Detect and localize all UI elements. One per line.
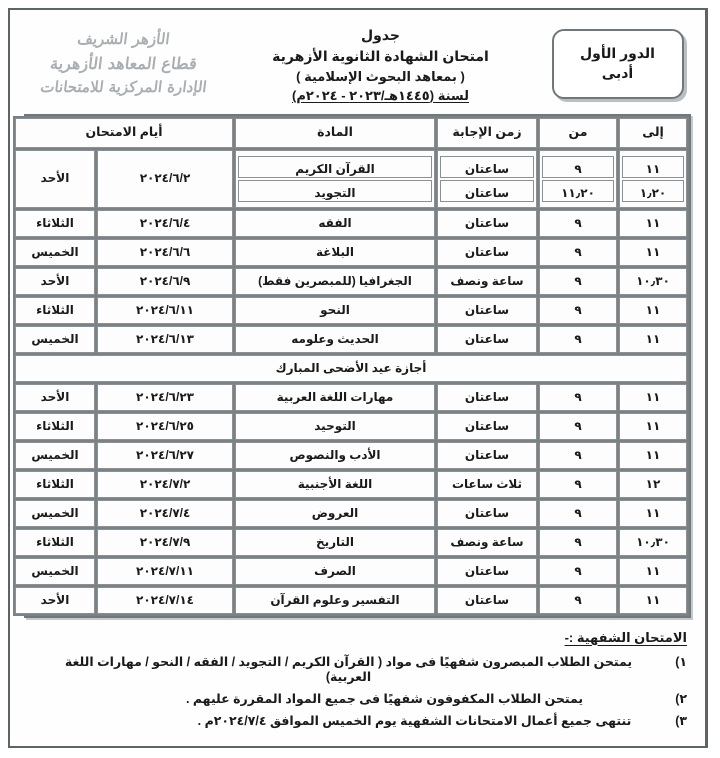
title-main: جدول: [360, 26, 401, 43]
table-row: [15, 558, 687, 585]
cell-exam-date: ٢٠٢٤/٦/٢٣: [97, 384, 233, 411]
cell-exam-date: ٢٠٢٤/٧/٢: [97, 471, 233, 498]
cell-duration: ساعتان: [437, 558, 537, 585]
cell-time-from: ٩: [539, 297, 617, 324]
cell-duration-part-1: ساعتان: [440, 156, 534, 178]
cell-duration: ساعتان: [437, 210, 537, 237]
cell-subject: الأدب والنصوص: [235, 442, 435, 469]
cell-duration: ساعتان: [437, 326, 537, 353]
cell-time-from: ٩: [539, 471, 617, 498]
cell-time-to: ١٠٫٣٠: [619, 268, 687, 295]
cell-exam-day: الأحد: [15, 268, 95, 295]
cell-duration: ساعتان: [437, 384, 537, 411]
cell-duration: ساعتان: [437, 442, 537, 469]
cell-duration-part-2: ساعتان: [440, 180, 534, 202]
letterhead-line-3: الإدارة المركزية للامتحانات: [39, 78, 208, 97]
cell-exam-day: الخميس: [15, 326, 95, 353]
cell-subject: [235, 150, 435, 208]
cell-duration: ساعة ونصف: [437, 268, 537, 295]
cell-duration: ساعة ونصف: [437, 529, 537, 556]
cell-time-to: ١١: [619, 297, 687, 324]
cell-time-from: ٩: [539, 529, 617, 556]
cell-subject: البلاغة: [235, 239, 435, 266]
cell-duration: ساعتان: [437, 297, 537, 324]
notes-title: الامتحان الشفهية :-: [564, 629, 687, 645]
cell-time-to-part-1: ١١: [622, 156, 684, 178]
table-row: [15, 239, 687, 266]
cell-exam-day: الثلاثاء: [15, 471, 95, 498]
cell-exam-day: الأحد: [15, 150, 95, 208]
cell-subject: الجغرافيا (للمبصرين فقط): [235, 268, 435, 295]
cell-subject: الصرف: [235, 558, 435, 585]
table-row: [15, 529, 687, 556]
note-text: يمتحن الطلاب المبصرون شفهيًا فى مواد ( القرآن الكريم / التجويد / الفقه / النحو / مهارات اللغة العربية): [64, 654, 633, 684]
column-header-from: من: [539, 118, 617, 148]
page-title: [231, 19, 530, 106]
table-row: [15, 413, 687, 440]
cell-exam-date: ٢٠٢٤/٦/٢٧: [97, 442, 233, 469]
title-institution: ( بمعاهد البحوث الإسلامية ): [296, 68, 465, 84]
cell-exam-date: ٢٠٢٤/٧/٩: [97, 529, 233, 556]
cell-holiday-label: أجازة عيد الأضحى المبارك: [15, 355, 687, 382]
oral-exam-notes: [28, 630, 687, 728]
cell-exam-day: الثلاثاء: [15, 413, 95, 440]
note-item: [28, 654, 687, 684]
cell-exam-day: الخميس: [15, 500, 95, 527]
cell-duration: [437, 150, 537, 208]
cell-time-to: ١٢: [619, 471, 687, 498]
cell-subject: التوحيد: [235, 413, 435, 440]
column-header-exam-days: أيام الامتحان: [15, 118, 233, 148]
cell-exam-date: ٢٠٢٤/٦/١٣: [97, 326, 233, 353]
cell-time-to: ١٠٫٣٠: [619, 529, 687, 556]
title-sub: امتحان الشهادة الثانوية الأزهرية: [272, 47, 489, 64]
cell-subject-part-1: القرآن الكريم: [238, 156, 432, 178]
cell-time-from: ٩: [539, 500, 617, 527]
round-badge-container: [530, 25, 705, 100]
cell-exam-day: الخميس: [15, 558, 95, 585]
cell-exam-date: ٢٠٢٤/٦/٦: [97, 239, 233, 266]
cell-subject: النحو: [235, 297, 435, 324]
cell-time-to: ١١: [619, 442, 687, 469]
cell-time-to: ١١: [619, 384, 687, 411]
table-row: [15, 210, 687, 237]
cell-exam-day: الأحد: [15, 384, 95, 411]
cell-subject: التفسير وعلوم القرآن: [235, 587, 435, 614]
cell-duration: ثلاث ساعات: [437, 471, 537, 498]
cell-time-from: ٩: [539, 210, 617, 237]
cell-duration: ساعتان: [437, 500, 537, 527]
cell-duration: ساعتان: [437, 413, 537, 440]
letterhead-line-2: قطاع المعاهد الأزهرية: [49, 53, 199, 73]
cell-time-to: ١١: [619, 413, 687, 440]
exam-round-badge: [552, 29, 684, 100]
cell-time-from: ٩: [539, 326, 617, 353]
cell-time-from: ٩: [539, 558, 617, 585]
note-number: ٢): [675, 691, 687, 706]
holiday-row: [15, 355, 687, 382]
cell-exam-date: ٢٠٢٤/٦/٢٥: [97, 413, 233, 440]
cell-time-from: ٩: [539, 384, 617, 411]
cell-time-to: ١١: [619, 239, 687, 266]
cell-exam-date: ٢٠٢٤/٦/٤: [97, 210, 233, 237]
cell-time-to: [619, 150, 687, 208]
table-row: [15, 297, 687, 324]
table-header-row: [15, 118, 687, 148]
cell-subject: مهارات اللغة العربية: [235, 384, 435, 411]
cell-exam-day: الثلاثاء: [15, 210, 95, 237]
document-page: [8, 8, 708, 748]
table-row: [15, 442, 687, 469]
cell-time-from: ٩: [539, 239, 617, 266]
letterhead-line-1: الأزهر الشريف: [76, 30, 171, 49]
cell-subject-part-2: التجويد: [238, 180, 432, 202]
document-header: [10, 10, 705, 114]
cell-time-to: ١١: [619, 326, 687, 353]
column-header-to: إلى: [619, 118, 687, 148]
table-body: [15, 150, 687, 614]
cell-time-from: ٩: [539, 413, 617, 440]
cell-subject: التاريخ: [235, 529, 435, 556]
cell-exam-day: الثلاثاء: [15, 297, 95, 324]
cell-subject: العروض: [235, 500, 435, 527]
table-row: [15, 500, 687, 527]
table-head: [15, 118, 687, 148]
badge-track-label: أدبى: [601, 65, 634, 81]
cell-exam-date: ٢٠٢٤/٧/٤: [97, 500, 233, 527]
table-row: [15, 384, 687, 411]
table-row: [15, 268, 687, 295]
cell-exam-day: الخميس: [15, 442, 95, 469]
cell-subject: اللغة الأجنبية: [235, 471, 435, 498]
cell-time-from-part-1: ٩: [542, 156, 614, 178]
column-header-subject: المادة: [235, 118, 435, 148]
cell-exam-date: ٢٠٢٤/٧/١١: [97, 558, 233, 585]
letterhead-calligraphy: [10, 24, 231, 99]
title-year: لسنة (١٤٤٥هـ/٢٠٢٣ - ٢٠٢٤م): [292, 88, 469, 103]
cell-duration: ساعتان: [437, 587, 537, 614]
cell-time-to-part-2: ١٫٢٠: [622, 180, 684, 202]
cell-time-from: [539, 150, 617, 208]
cell-exam-date: ٢٠٢٤/٦/٢: [97, 150, 233, 208]
note-number: ١): [675, 654, 687, 669]
cell-exam-date: ٢٠٢٤/٧/١٤: [97, 587, 233, 614]
note-item: [28, 713, 687, 728]
cell-exam-day: الخميس: [15, 239, 95, 266]
note-number: ٣): [675, 713, 687, 728]
table-row: [15, 587, 687, 614]
cell-time-from-part-2: ١١٫٢٠: [542, 180, 614, 202]
note-text: تنتهى جميع أعمال الامتحانات الشفهية يوم الخميس الموافق ٢٠٢٤/٧/٤م .: [197, 713, 632, 728]
cell-time-to: ١١: [619, 500, 687, 527]
cell-subject: الفقه: [235, 210, 435, 237]
table-row: [15, 326, 687, 353]
note-text: يمتحن الطلاب المكفوفون شفهيًا فى جميع المواد المقررة عليهم .: [185, 691, 584, 706]
cell-subject: الحديث وعلومه: [235, 326, 435, 353]
cell-time-to: ١١: [619, 558, 687, 585]
cell-exam-day: الأحد: [15, 587, 95, 614]
cell-exam-day: الثلاثاء: [15, 529, 95, 556]
cell-time-from: ٩: [539, 587, 617, 614]
cell-exam-date: ٢٠٢٤/٦/١١: [97, 297, 233, 324]
exam-schedule-table: [13, 116, 689, 616]
cell-time-from: ٩: [539, 268, 617, 295]
table-row: [15, 471, 687, 498]
cell-exam-date: ٢٠٢٤/٦/٩: [97, 268, 233, 295]
cell-time-to: ١١: [619, 587, 687, 614]
schedule-table-container: [24, 114, 691, 618]
note-item: [28, 691, 687, 706]
column-header-duration: زمن الإجابة: [437, 118, 537, 148]
notes-list: [28, 654, 687, 728]
badge-round-label: الدور الأول: [580, 44, 655, 61]
table-row: [15, 150, 687, 208]
cell-time-from: ٩: [539, 442, 617, 469]
cell-duration: ساعتان: [437, 239, 537, 266]
cell-time-to: ١١: [619, 210, 687, 237]
